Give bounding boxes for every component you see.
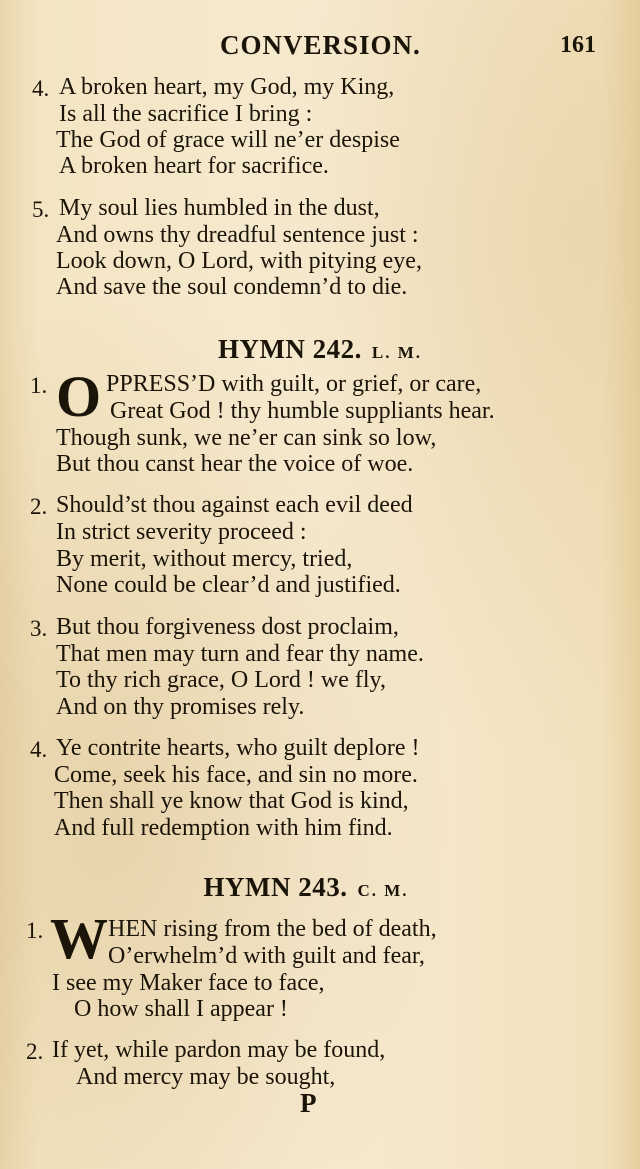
verse-line: That men may turn and fear thy name. xyxy=(56,641,424,667)
verse-line: Great God ! thy humble suppliants hear. xyxy=(110,398,495,424)
verse-line: PPRESS’D with guilt, or grief, or care, xyxy=(106,371,482,397)
stanza-number: 4. xyxy=(30,737,48,762)
hymn-243-heading xyxy=(0,872,626,903)
verse-line: If yet, while pardon may be found, xyxy=(52,1037,386,1063)
stanza-number: 1. xyxy=(30,373,48,398)
verse-line: Then shall ye know that God is kind, xyxy=(54,788,409,814)
verse-line: And owns thy dreadful sentence just : xyxy=(56,222,419,248)
running-title: CONVERSION. xyxy=(220,30,421,60)
verse-line: By merit, without mercy, tried, xyxy=(56,546,353,572)
verse-line: Look down, O Lord, with pitying eye, xyxy=(56,248,422,274)
stanza-number: 3. xyxy=(30,616,48,641)
verse-line: O’erwhelm’d with guilt and fear, xyxy=(108,943,425,969)
verse-line: Come, seek his face, and sin no more. xyxy=(54,762,418,788)
page-number: 161 xyxy=(560,32,596,58)
stanza-number: 1. xyxy=(26,918,44,943)
running-head xyxy=(0,30,640,62)
verse-line: And save the soul condemn’d to die. xyxy=(56,274,408,300)
stanza-number: 5. xyxy=(32,197,50,222)
verse-line: The God of grace will ne’er despise xyxy=(56,127,400,153)
verse-line: Ye contrite hearts, who guilt deplore ! xyxy=(56,735,420,761)
stanza-number: 2. xyxy=(26,1039,44,1064)
verse-line: A broken heart for sacrifice. xyxy=(59,153,329,179)
stanza-number: 4. xyxy=(32,76,50,101)
verse-line: To thy rich grace, O Lord ! we fly, xyxy=(56,667,386,693)
hymn-242-heading xyxy=(0,334,640,365)
verse-line: And full redemption with him find. xyxy=(54,815,393,841)
verse-line: Though sunk, we ne’er can sink so low, xyxy=(56,425,437,451)
verse-line: HEN rising from the bed of death, xyxy=(108,916,437,942)
hymn-meter: L. M. xyxy=(371,343,423,362)
verse-line: But thou forgiveness dost proclaim, xyxy=(56,614,399,640)
verse-line: But thou canst hear the voice of woe. xyxy=(56,451,414,477)
hymn-meter: C. M. xyxy=(357,881,409,900)
verse-line: And mercy may be sought, xyxy=(76,1064,336,1090)
drop-cap: O xyxy=(56,364,102,429)
verse-line: I see my Maker face to face, xyxy=(52,970,325,996)
verse-line: A broken heart, my God, my King, xyxy=(59,74,395,100)
hymn-title: HYMN 243. xyxy=(203,872,348,902)
verse-line: My soul lies humbled in the dust, xyxy=(59,195,380,221)
verse-line: In strict severity proceed : xyxy=(56,519,307,545)
hymn-title: HYMN 242. xyxy=(217,334,362,364)
verse-line: Is all the sacrifice I bring : xyxy=(59,101,313,127)
stanza-number: 2. xyxy=(30,494,48,519)
verse-line: O how shall I appear ! xyxy=(74,996,288,1022)
drop-cap: W xyxy=(50,906,108,971)
signature-mark: P xyxy=(300,1088,317,1118)
verse-line: None could be clear’d and justified. xyxy=(56,572,401,598)
verse-line: And on thy promises rely. xyxy=(56,694,305,720)
verse-line: Should’st thou against each evil deed xyxy=(56,492,413,518)
